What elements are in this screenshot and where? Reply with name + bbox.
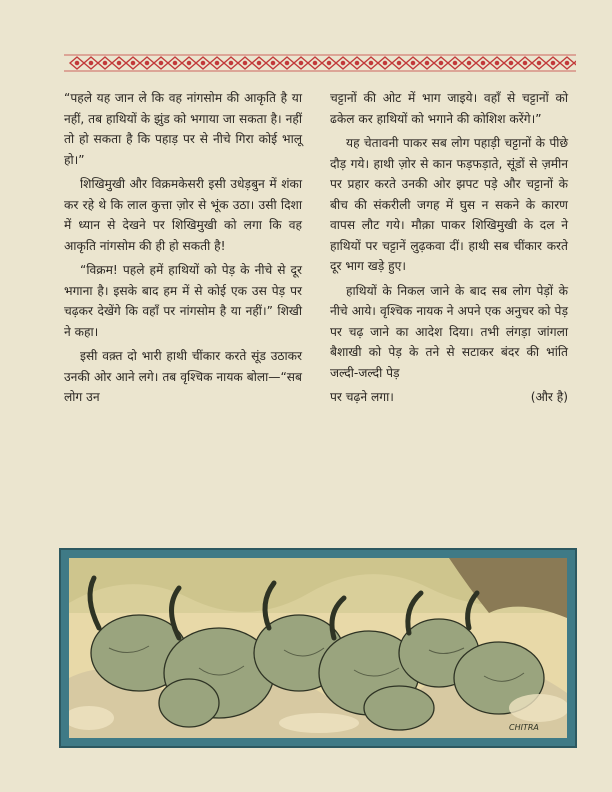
left-paragraph-4: इसी वक़्त दो भारी हाथी चींकार करते सूंड उठाकर उनकी ओर आने लगे। तब वृश्चिक नायक बोला—“सब लोग उन [64,349,302,404]
continued-note: (और है) [530,390,568,404]
right-paragraph-3-end: पर चढ़ने लगा। [330,390,394,404]
left-paragraph-2: शिखिमुखी और विक्रमकेसरी इसी उधेड़बुन में शंका कर रहे थे कि लाल कुत्ता ज़ोर से भूंक उठा। उसी दिशा में ध्यान से देखने पर शिखिमुखी को लगा कि वह आकृति नांगसोम की ही हो सकती है! [64,177,302,253]
artist-signature: CHITRA [509,723,539,732]
left-paragraph-3: “विक्रम! पहले हमें हाथियों को पेड़ के नीचे से दूर भगाना है। इसके बाद हम में से कोई एक उस पेड़ पर चढ़कर देखेंगे कि वहाँ पर नांगसोम है या नहीं।” शिखी ने कहा। [64,263,302,339]
right-column-end-row [330,387,568,408]
left-text-column [64,88,302,412]
right-paragraph-1: चट्टानों की ओट में भाग जाइये। वहाँ से चट्टानों को ढकेल कर हाथियों को भगाने की कोशिश करेंगे।” [330,91,568,126]
decorative-border-band [64,53,576,73]
right-paragraph-2: यह चेतावनी पाकर सब लोग पहाड़ी चट्टानों के पीछे दौड़ गये। हाथी ज़ोर से कान फड़फड़ाते, सूंडों से ज़मीन पर प्रहार करते उनकी ओर झपट पड़े और चट्टानों के बीच की संकरीली जगह में घुस न सकने के कारण वापस लौट गये। मौक़ा पाकर शिखिमुखी के दल ने हाथियों पर चट्टानें लुढ़कवा दीं। हाथी सब चींकार करते दूर भाग खड़े हुए। [330,136,568,273]
right-text-column [330,88,568,408]
elephant-stampede-illustration [59,548,577,748]
left-paragraph-1: “पहले यह जान ले कि वह नांगसोम की आकृति है या नहीं, तब हाथियों के झुंड को भगाया जा सकता है। नहीं तो हो सकता है कि पहाड़ पर से नीचे गिरा कोई भालू हो।” [64,91,302,167]
right-paragraph-3: हाथियों के निकल जाने के बाद सब लोग पेड़ों के नीचे आये। वृश्चिक नायक ने अपने एक अनुचर को पेड़ पर चढ़ जाने का आदेश दिया। तभी लंगड़ा जांगला बैशाखी को पेड़ के तने से सटाकर बंदर की भांति जल्दी-जल्दी पेड़ [330,283,568,380]
